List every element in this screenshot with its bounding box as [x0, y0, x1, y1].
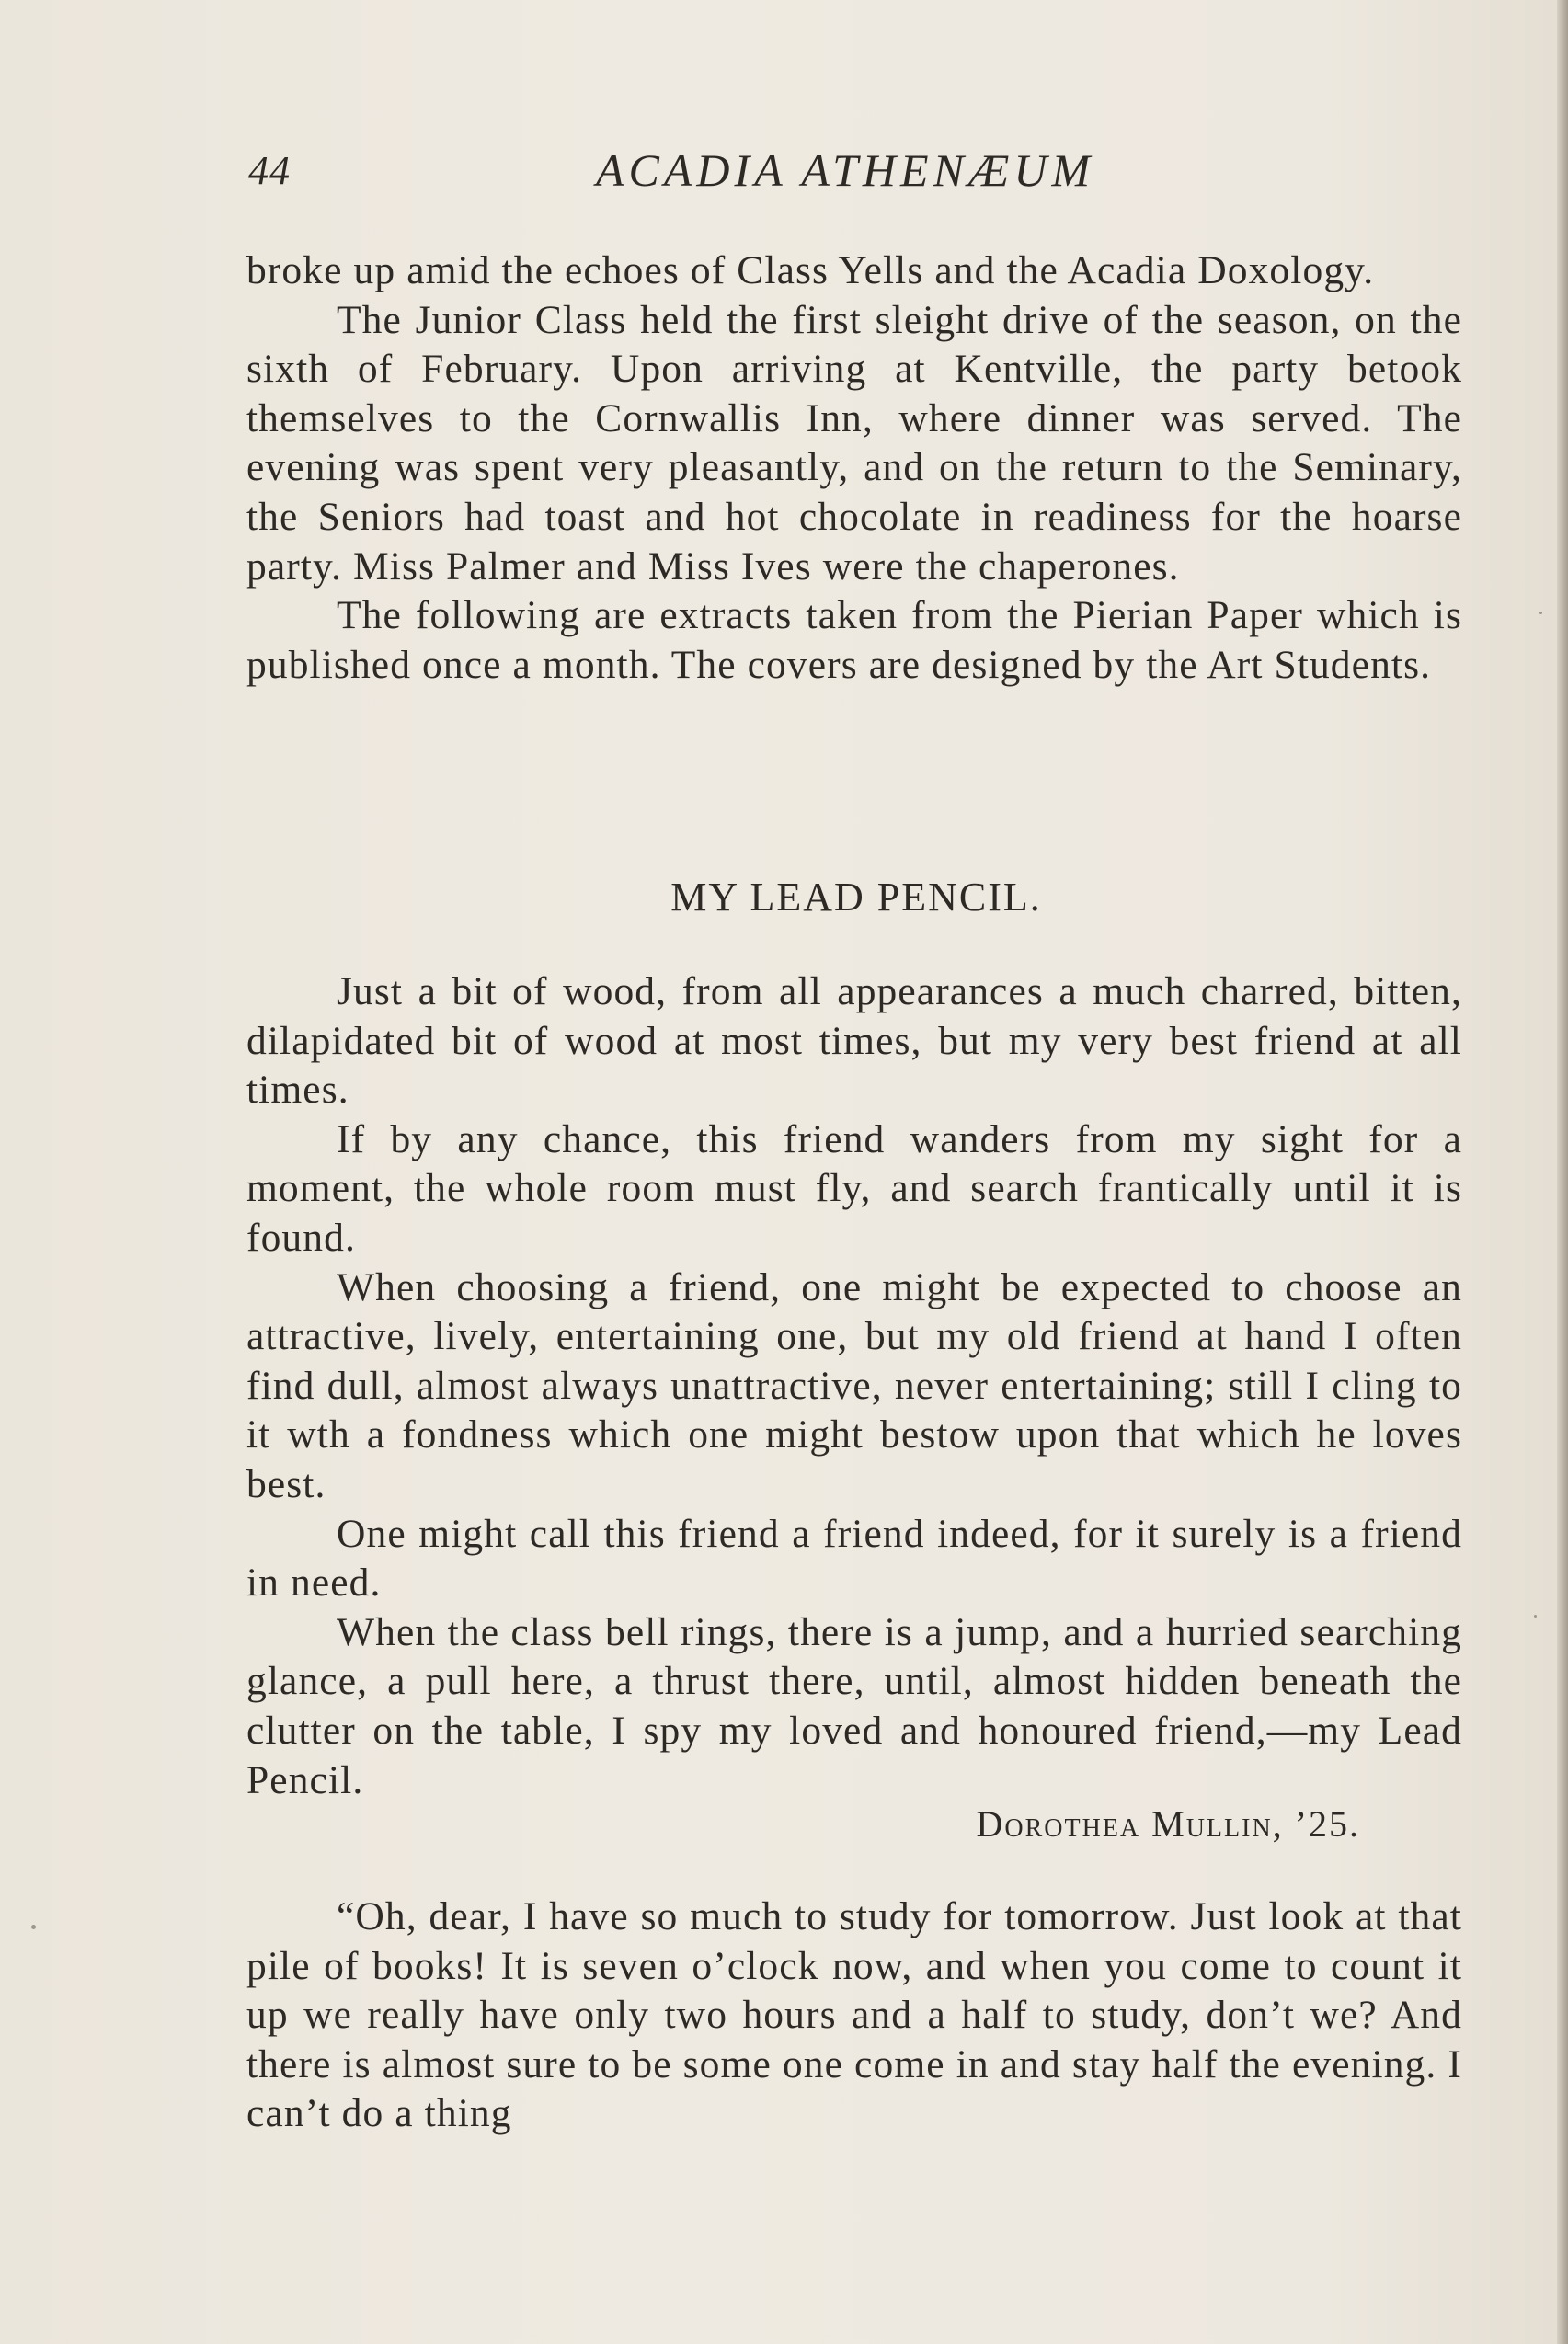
page-number: 44 [248, 148, 291, 193]
page-edge [1557, 0, 1568, 2344]
paper-speck [1534, 1615, 1537, 1618]
essay-paragraph-2: If by any chance, this friend wanders from my sight for a moment, the whole room must fly, and search frantically until it is found. [246, 1116, 1462, 1260]
section-title: MY LEAD PENCIL. [670, 875, 1042, 920]
essay-paragraph-5: When the class bell rings, there is a jump, and a hurried searching glance, a pull here, a thrust there, until, almost hidden beneath the clutter on the table, I spy my loved and honoured friend,—my Lead Pencil. [246, 1609, 1462, 1802]
essay-paragraph-4: One might call this friend a friend indeed, for it surely is a friend in need. [246, 1511, 1462, 1606]
closing-text [246, 1892, 1462, 2139]
intro-text [246, 246, 1462, 690]
intro-paragraph-3: The following are extracts taken from the Pierian Paper which is published once a month. The covers are designed by the Art Students. [246, 593, 1462, 687]
essay-paragraph-1: Just a bit of wood, from all appearances a much charred, bitten, dilapidated bit of wood at most times, but my very best friend at all times. [246, 969, 1462, 1113]
author-signature: Dorothea Mullin, ’25. [976, 1803, 1360, 1845]
essay-text [246, 967, 1462, 1805]
running-title: ACADIA ATHENÆUM [596, 144, 1095, 196]
page-header [0, 144, 1471, 202]
intro-paragraph-1: broke up amid the echoes of Class Yells and the Acadia Doxology. [246, 248, 1375, 292]
paper-speck [31, 1925, 36, 1929]
essay-paragraph-3: When choosing a friend, one might be expected to choose an attractive, lively, entertaining one, but my old friend at hand I often find dull, almost always unattractive, never entertaining; still I cling to it wth a fondness which one might bestow upon that which he loves best. [246, 1264, 1462, 1506]
intro-paragraph-2: The Junior Class held the first sleight drive of the season, on the sixth of February. Upon arriving at Kentville, the party betook themselves to the Cornwallis Inn, where dinner was served. The evening was spent very pleasantly, and on the return to the Seminary, the Seniors had toast and hot chocolate in readiness for the hoarse party. Miss Palmer and Miss Ives were the chaperones. [246, 297, 1462, 589]
closing-paragraph-1: “Oh, dear, I have so much to study for tomorrow. Just look at that pile of books! It is seven o’clock now, and when you come to count it up we really have only two hours and a half to study, don’t we? And there is almost sure to be some one come in and stay half the evening. I can’t do a thing [246, 1894, 1462, 2136]
paper-speck [1539, 612, 1542, 614]
